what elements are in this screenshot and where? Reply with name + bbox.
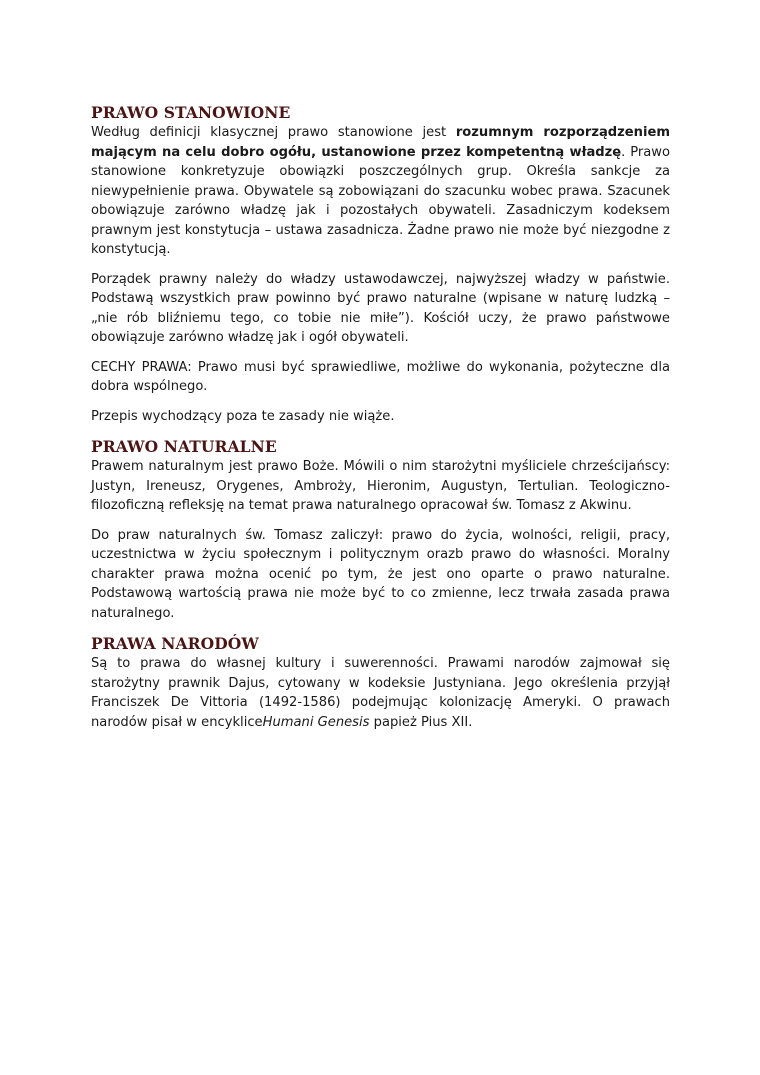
paragraph-text: Według definicji klasycznej prawo stanowione jest <box>91 125 456 140</box>
paragraph-text: . Prawo stanowione konkretyzuje obowiązki poszczególnych grup. Określa sankcje za niewypełnienie prawa. Obywatele są zobowiązani do szacunku wobec prawa. Szacunek obowiązuje zarówno władzę jak i pozostałych obywateli. Zasadniczym kodeksem prawnym jest konstytucja – ustawa zasadnicza. Żadne prawo nie może być niezgodne z konstytucją. <box>91 144 670 257</box>
bold-definition: rozumnym rozporządzeniem mającym na celu dobro ogółu, ustanowione przez kompetentną władzę <box>91 125 670 160</box>
paragraph: Do praw naturalnych św. Tomasz zaliczył: prawo do życia, wolności, religii, pracy, uczestnictwa w życiu społecznym i politycznym orazb prawo do własności. Moralny charakter prawa można ocenić po tym, że jest ono oparte o prawo naturalne. Podstawową wartością prawa nie może być to co zmienne, lecz trwała zasada prawa naturalnego. <box>91 527 670 621</box>
section-heading: PRAWO STANOWIONE <box>91 103 291 122</box>
paragraph <box>91 654 670 732</box>
section-prawa-narodow <box>91 633 670 732</box>
paragraph: Przepis wychodzący poza te zasady nie wiąże. <box>91 408 395 424</box>
paragraph: Prawem naturalnym jest prawo Boże. Mówili o nim starożytni myśliciele chrześcijańscy: Justyn, Ireneusz, Orygenes, Ambroży, Hieronim, Augustyn, Tertulian. Teologiczno-filozoficzną refleksję na temat prawa naturalnego opracował św. Tomasz z Akwinu. <box>91 459 670 513</box>
section-prawo-naturalne <box>91 436 670 623</box>
paragraph-text: papież Pius XII. <box>369 714 473 730</box>
encyclical-title: Humani Genesis <box>262 714 370 730</box>
paragraph: Porządek prawny należy do władzy ustawodawczej, najwyższej władzy w państwie. Podstawą wszystkich praw powinno być prawo naturalne (wpisane w naturę ludzką – „nie rób bliźniemu tego, co tobie nie miłe”). Kościół uczy, że prawo państwowe obowiązuje zarówno władzę jak i ogół obywateli. <box>91 271 670 345</box>
section-prawo-stanowione <box>91 102 670 426</box>
section-heading: PRAWO NATURALNE <box>91 437 277 456</box>
document-page <box>91 102 670 738</box>
paragraph: CECHY PRAWA: Prawo musi być sprawiedliwe, możliwe do wykonania, pożyteczne dla dobra wspólnego. <box>91 359 670 394</box>
section-heading: PRAWA NARODÓW <box>91 634 259 653</box>
paragraph-text: Są to prawa do własnej kultury i suwerenności. Prawami narodów zajmował się starożytny prawnik Dajus, cytowany w kodeksie Justyniana. Jego określenia przyjął Franciszek De Vittoria (1492-1586) podejmując kolonizację Ameryki. O prawach narodów pisał w encyklice <box>91 656 670 730</box>
paragraph <box>91 123 670 260</box>
